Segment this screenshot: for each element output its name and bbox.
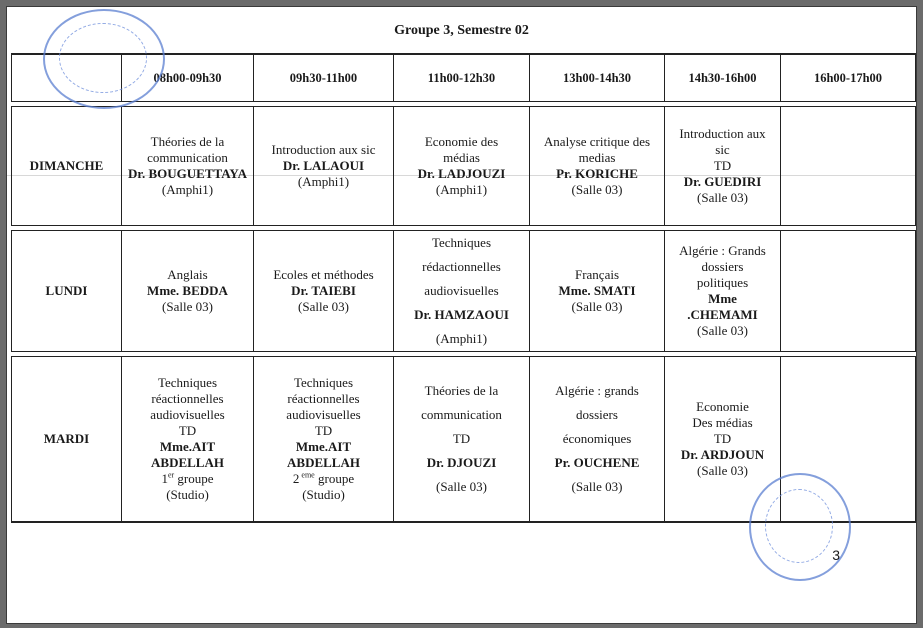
time-header: 14h30-16h00 [665,54,781,102]
teacher-name: Mme. SMATI [558,283,636,298]
day-label: MARDI [12,357,122,523]
teacher-name: ABDELLAH [151,455,224,470]
teacher-name: Dr. TAIEBI [291,283,356,298]
teacher-name: Dr. GUEDIRI [683,174,762,189]
room-label: (Salle 03) [697,323,748,338]
teacher-name: Pr. KORICHE [556,166,638,181]
course-name: TD [178,423,197,438]
room-label: (Salle 03) [697,190,748,205]
course-name: Techniques [157,375,217,390]
teacher-name: Mme.AIT [295,439,352,454]
course-name: Algérie : grands [555,383,639,398]
teacher-name: Mme [708,291,737,306]
room-label: (Studio) [166,487,209,502]
course-cell [781,231,916,352]
stamp-ring [765,489,833,563]
room-label: (Amphi1) [297,174,350,189]
course-name: sic [715,142,730,157]
teacher-name: Dr. HAMZAOUI [414,307,509,322]
course-cell [394,107,530,226]
group-number: 2 [292,471,300,486]
course-name: medias [578,150,616,165]
teacher-name: Dr. ARDJOUN [680,447,765,462]
course-name: Algérie : Grands [679,243,766,258]
course-cell [254,107,394,226]
time-header: 13h00-14h30 [530,54,665,102]
course-name: économiques [562,431,632,446]
course-cell [394,231,530,352]
course-cell [665,107,781,226]
room-label: (Salle 03) [298,299,349,314]
room-label: (Salle 03) [436,479,487,494]
course-name: dossiers [701,259,744,274]
course-name: Introduction aux [679,126,766,141]
page-number: 3 [832,547,840,563]
stamp-ring [59,23,147,93]
course-name: dossiers [576,407,618,422]
course-name: Techniques [431,235,491,250]
course-name: politiques [696,275,749,290]
course-cell [530,231,665,352]
group-label [126,471,249,487]
course-cell [530,107,665,226]
course-cell [530,357,665,523]
course-name: audiovisuelles [150,407,225,422]
course-name: réactionnelles [151,391,224,406]
group-number: 1 [161,471,168,486]
group-word: groupe [174,471,214,486]
course-cell [122,231,254,352]
course-cell [254,231,394,352]
course-name: audiovisuelles [286,407,361,422]
room-label: (Salle 03) [697,463,748,478]
room-label: (Salle 03) [571,182,623,197]
time-header: 09h30-11h00 [254,54,394,102]
group-suffix: er [167,470,175,480]
course-cell [665,231,781,352]
day-label: DIMANCHE [12,107,122,226]
course-cell [781,107,916,226]
course-cell [122,357,254,523]
time-header: 16h00-17h00 [781,54,916,102]
course-name: TD [713,431,732,446]
course-name: rédactionnelles [422,259,501,274]
official-stamp [43,9,165,109]
course-name: Techniques [293,375,353,390]
course-name: TD [452,431,471,446]
teacher-name: Mme. BEDDA [147,283,228,298]
group-label [258,471,389,487]
course-cell [394,357,530,523]
teacher-name: Dr. BOUGUETTAYA [128,166,247,181]
room-label: (Salle 03) [571,299,623,314]
course-name: Des médias [692,415,753,430]
room-label: (Amphi1) [435,182,488,197]
timetable [11,53,916,523]
course-name: Théories de la [150,134,225,149]
room-label: (Amphi1) [435,331,488,346]
time-header: 08h00-09h30 [122,54,254,102]
course-name: Economie [696,399,749,414]
group-word: groupe [314,471,355,486]
room-label: (Studio) [302,487,345,502]
course-name: Ecoles et méthodes [273,267,374,282]
course-name: TD [314,423,333,438]
teacher-name: Dr. LADJOUZI [417,166,506,181]
course-name: Introduction aux sic [271,142,376,157]
room-label: (Salle 03) [571,479,623,494]
course-name: réactionnelles [287,391,360,406]
teacher-name: Dr. LALAOUI [282,158,365,173]
course-name: communication [421,407,502,422]
time-header: 11h00-12h30 [394,54,530,102]
course-name: Anglais [167,267,208,282]
course-cell [254,357,394,523]
teacher-name: Dr. DJOUZI [426,455,497,470]
page-title: Groupe 3, Semestre 02 [394,23,529,38]
day-label: LUNDI [12,231,122,352]
course-name: Analyse critique des [543,134,651,149]
course-name: TD [713,158,732,173]
room-label: (Salle 03) [162,299,213,314]
day-row [12,107,916,226]
room-label: (Amphi1) [161,182,214,197]
teacher-name: ABDELLAH [287,455,360,470]
official-stamp [749,473,851,581]
teacher-name: .CHEMAMI [687,307,758,322]
teacher-name: Pr. OUCHENE [554,455,640,470]
course-name: Français [574,267,620,282]
course-name: Economie des [424,134,499,149]
course-name: Théories de la [424,383,499,398]
course-cell [122,107,254,226]
course-name: audiovisuelles [424,283,499,298]
teacher-name: Mme.AIT [159,439,216,454]
day-row [12,231,916,352]
course-name: communication [147,150,228,165]
group-suffix: eme [299,470,315,480]
document-page [6,6,917,624]
course-name: médias [443,150,480,165]
